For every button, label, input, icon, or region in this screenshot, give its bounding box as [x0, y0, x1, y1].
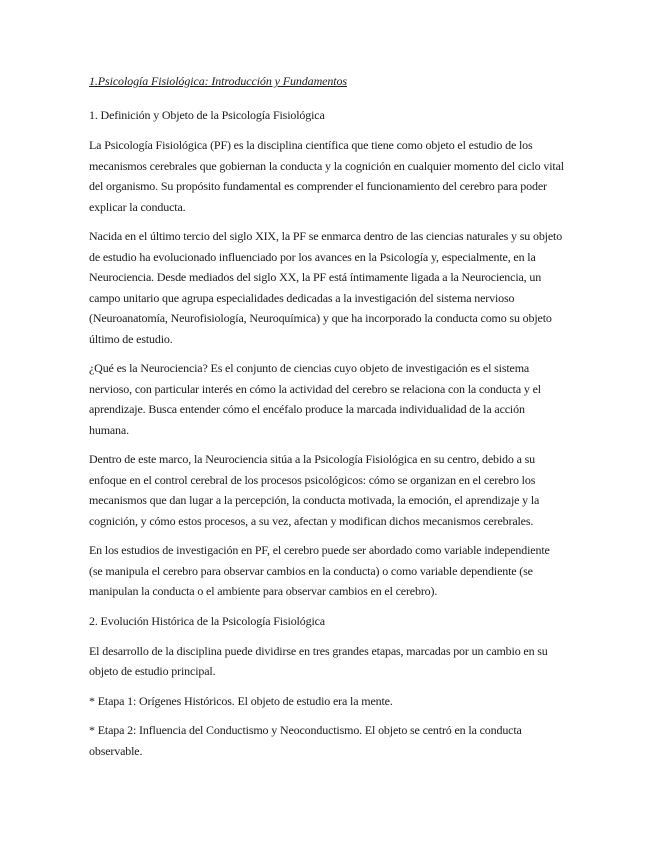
stage-1-item: * Etapa 1: Orígenes Históricos. El objeto de estudio era la mente. — [89, 693, 393, 708]
section-1-paragraph-3: ¿Qué es la Neurociencia? Es el conjunto de ciencias cuyo objeto de investigación es el sistema nervioso, con particular interés en cómo la actividad del cerebro se relaciona con la conducta y el aprendizaje. Busca entender cómo el encéfalo produce la marcada individualidad de la acción humana. — [89, 361, 541, 437]
section-1-paragraph-5: En los estudios de investigación en PF, el cerebro puede ser abordado como variable independiente (se manipula el cerebro para observar cambios en la conducta) o como variable dependiente (se manipulan la conducta o el ambiente para observar cambios en el cerebro). — [89, 543, 550, 598]
section-1-heading: 1. Definición y Objeto de la Psicología Fisiológica — [89, 108, 325, 122]
document-title: 1.Psicología Fisiológica: Introducción y Fundamentos — [89, 74, 347, 88]
section-2-heading: 2. Evolución Histórica de la Psicología Fisiológica — [89, 613, 325, 628]
section-1-paragraph-4: Dentro de este marco, la Neurociencia sitúa a la Psicología Fisiológica en su centro, debido a su enfoque en el control cerebral de los procesos psicológicos: cómo se organizan en el cerebro los mecanismos que dan lugar a la percepción, la conducta motivada, la emoción, el aprendizaje y la cognición, y cómo estos procesos, a su vez, afectan y modifican dichos mecanismos cerebrales. — [89, 452, 540, 528]
section-2-intro: El desarrollo de la disciplina puede dividirse en tres grandes etapas, marcadas por un cambio en su objeto de estudio principal. — [89, 643, 548, 678]
stage-2-item: * Etapa 2: Influencia del Conductismo y Neoconductismo. El objeto se centró en la conducta observable. — [89, 723, 522, 758]
section-1-paragraph-2: Nacida en el último tercio del siglo XIX, la PF se enmarca dentro de las ciencias naturales y su objeto de estudio ha evolucionado influenciado por los avances en la Psicología y, especialmente, en la Neurociencia. Desde mediados del siglo XX, la PF está íntimamente ligada a la Neurociencia, un campo unitario que agrupa especialidades dedicadas a la investigación del sistema nervioso (Neuroanatomía, Neurofisiología, Neuroquímica) y que ha incorporado la conducta como su objeto último de estudio. — [89, 229, 563, 346]
document-page — [89, 71, 565, 770]
section-1-paragraph-1: La Psicología Fisiológica (PF) es la disciplina científica que tiene como objeto el estudio de los mecanismos cerebrales que gobiernan la conducta y la cognición en cualquier momento del ciclo vital del organismo. Su propósito fundamental es comprender el funcionamiento del cerebro para poder explicar la conducta. — [89, 138, 564, 214]
